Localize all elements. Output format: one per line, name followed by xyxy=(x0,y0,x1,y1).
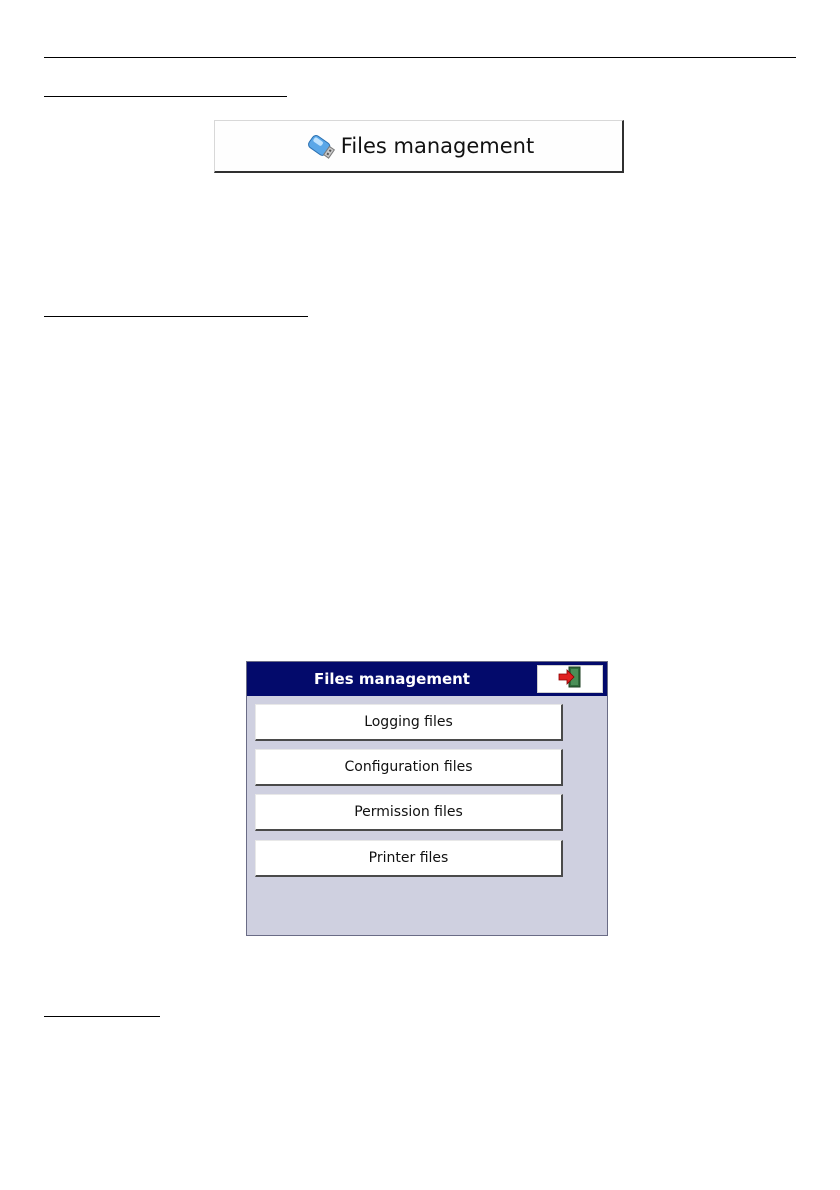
usb-drive-icon xyxy=(303,130,337,162)
exit-door-icon xyxy=(557,666,583,692)
configuration-files-button[interactable]: Configuration files xyxy=(255,749,563,786)
screen-title: Files management xyxy=(314,670,470,688)
permission-files-button[interactable]: Permission files xyxy=(255,794,563,831)
printer-files-button[interactable]: Printer files xyxy=(255,840,563,877)
files-management-button[interactable] xyxy=(214,120,624,173)
files-management-button-label: Files management xyxy=(340,134,535,158)
section-heading-underline-2 xyxy=(44,316,308,317)
files-management-screen xyxy=(246,661,608,936)
section-heading-underline-3 xyxy=(44,1016,160,1017)
screen-titlebar xyxy=(247,662,607,696)
logging-files-button[interactable]: Logging files xyxy=(255,704,563,741)
page-header-rule xyxy=(44,57,796,58)
exit-button[interactable] xyxy=(537,665,603,693)
section-heading-underline-1 xyxy=(44,96,287,97)
